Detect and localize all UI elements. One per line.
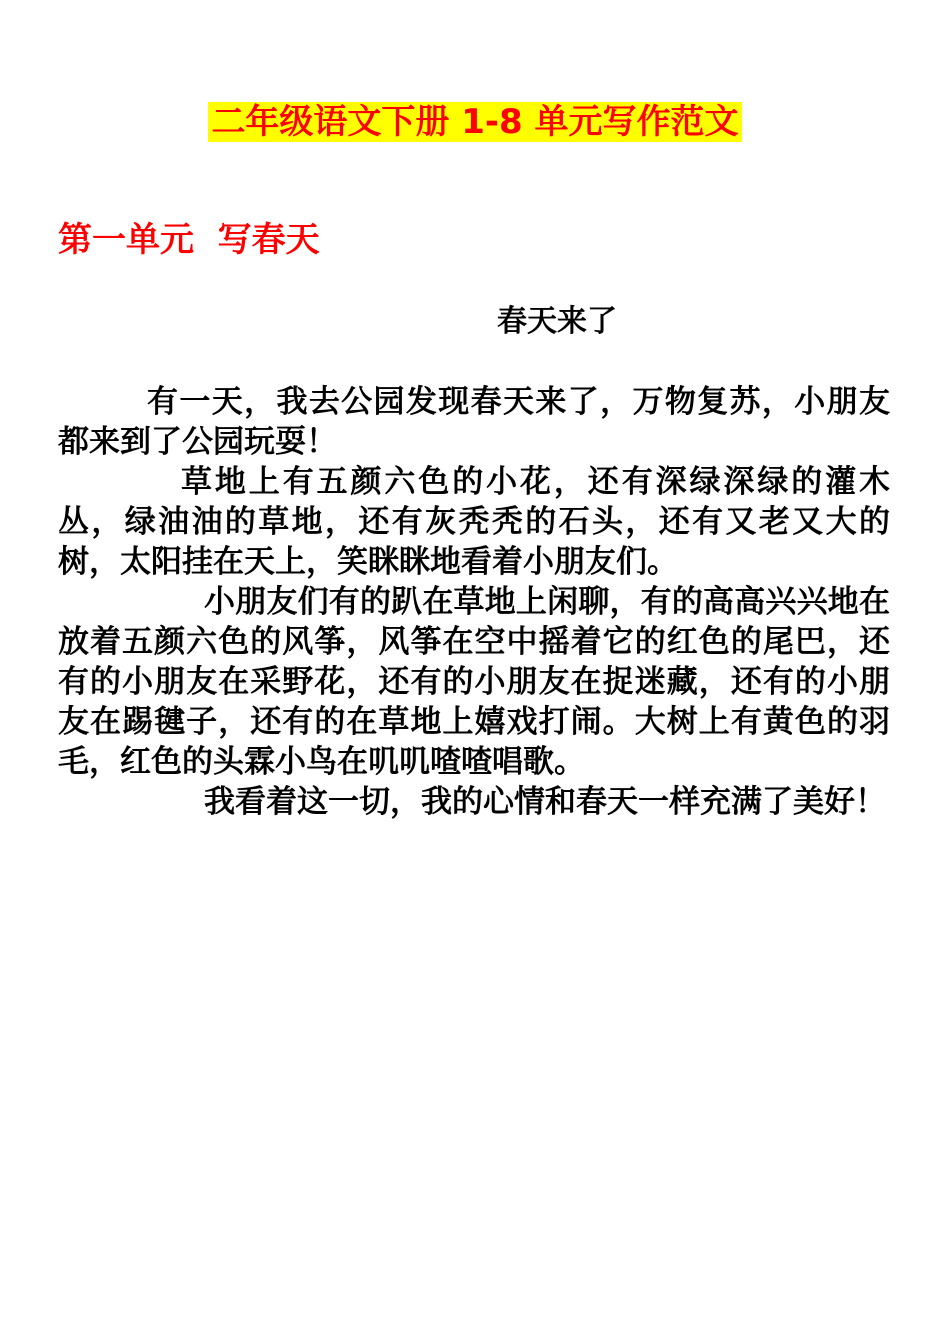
essay-paragraph-4: 我看着这一切，我的心情和春天一样充满了美好！ [204,784,886,820]
essay-paragraph-1: 有一天，我去公园发现春天来了，万物复苏，小朋友都来到了公园玩耍！ [58,384,890,460]
essay-paragraph-2: 草地上有五颜六色的小花，还有深绿深绿的灌木丛，绿油油的草地，还有灰秃秃的石头，还有又老又大的树，太阳挂在天上，笑眯眯地看着小朋友们。 [58,464,890,580]
unit-heading: 第一单元 写春天 [58,220,320,260]
essay-paragraph-3: 小朋友们有的趴在草地上闲聊，有的高高兴兴地在放着五颜六色的风筝，风筝在空中摇着它的红色的尾巴，还有的小朋友在采野花，还有的小朋友在捉迷藏，还有的小朋友在踢毽子，还有的在草地上嬉戏打闹。大树上有黄色的羽毛，红色的头霖小鸟在叽叽喳喳唱歌。 [58,584,890,780]
document-title-text: 二年级语文下册 1-8 单元写作范文 [208,102,741,142]
essay-title: 春天来了 [497,304,617,339]
document-title [0,100,950,144]
essay-body [58,382,890,822]
